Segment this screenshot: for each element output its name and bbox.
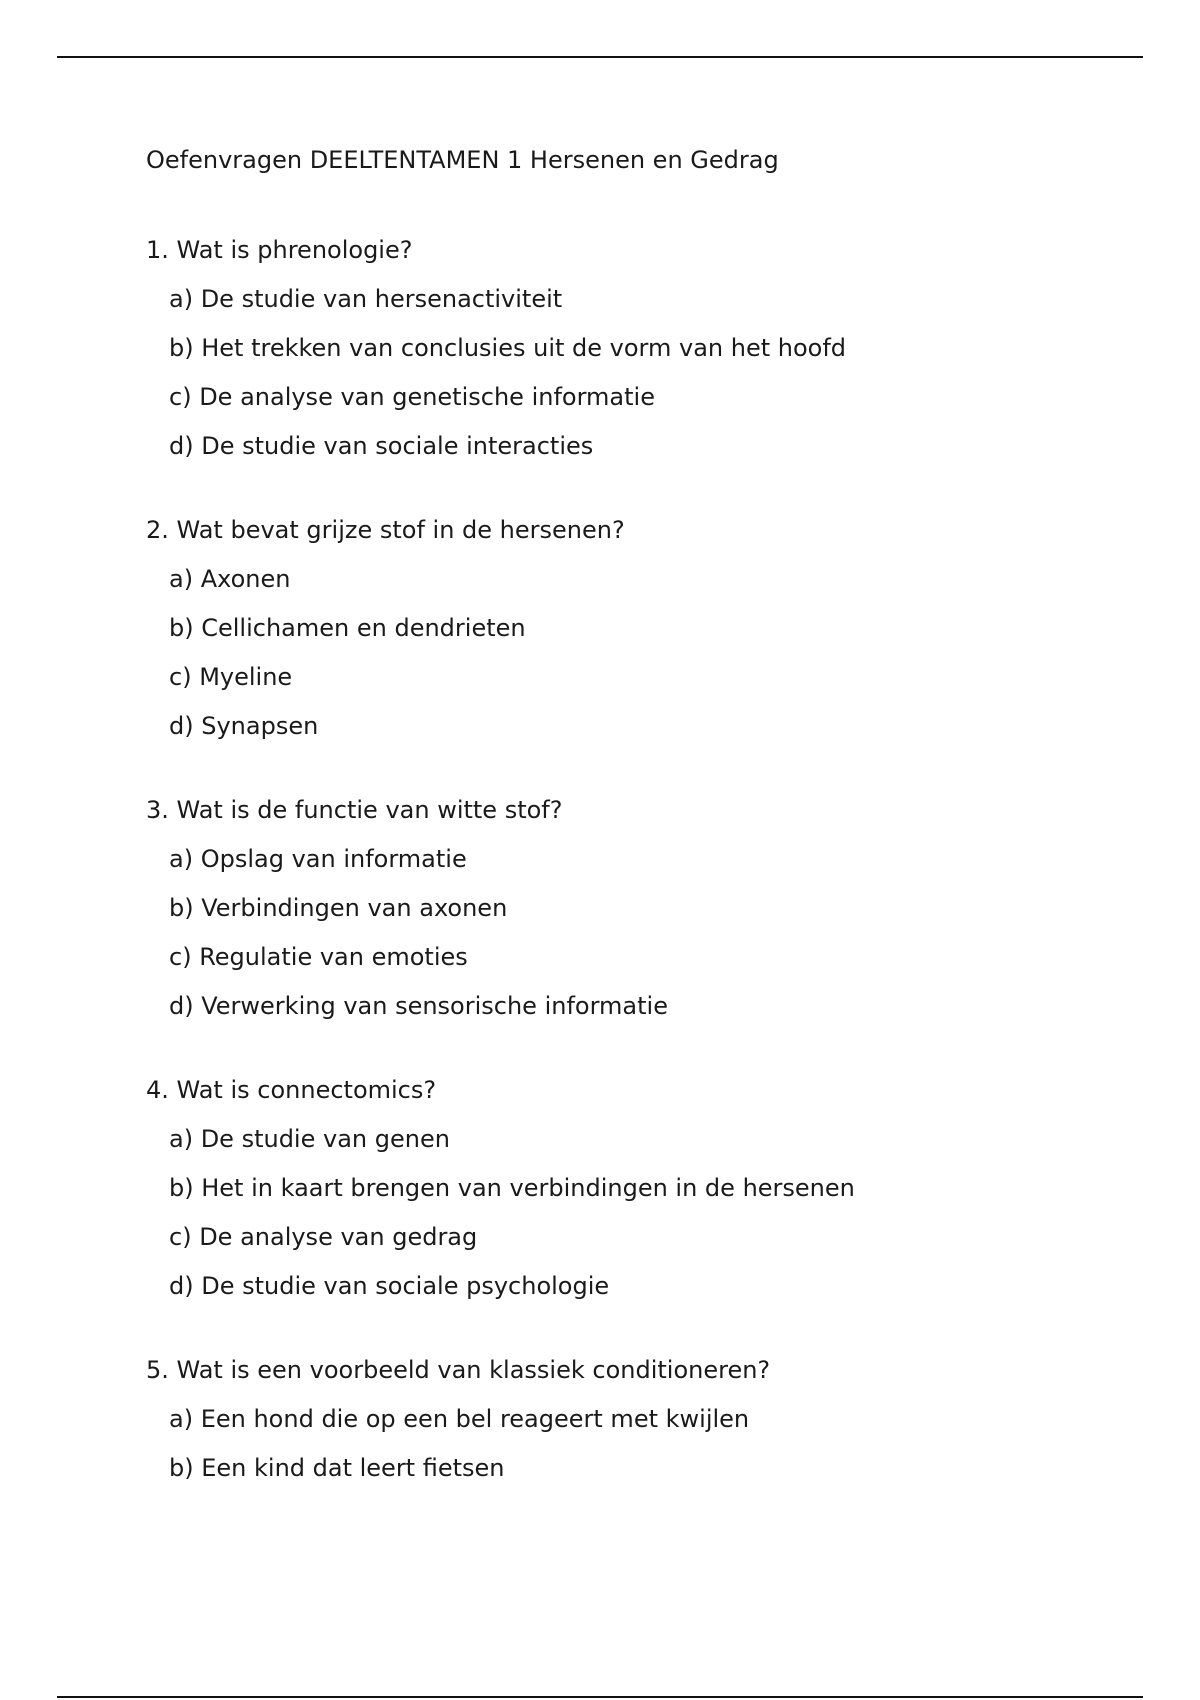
answer-option-b: b) Verbindingen van axonen [169,894,508,922]
answer-options [146,1123,1106,1302]
answer-option-d: d) Synapsen [169,712,319,740]
answer-options [146,843,1106,1022]
top-divider [57,56,1143,58]
answer-option-b: b) Cellichamen en dendrieten [169,614,526,642]
answer-option-b: b) Het in kaart brengen van verbindingen in de hersenen [169,1174,855,1202]
question-text: 2. Wat bevat grijze stof in de hersenen? [146,516,625,544]
question-text: 4. Wat is connectomics? [146,1076,437,1104]
answer-option-a: a) Een hond die op een bel reageert met kwijlen [169,1405,750,1433]
document-body [146,144,1106,1536]
question-5 [146,1354,1106,1484]
answer-option-d: d) De studie van sociale interacties [169,432,594,460]
question-3 [146,794,1106,1022]
answer-option-d: d) De studie van sociale psychologie [169,1272,610,1300]
answer-options [146,283,1106,462]
answer-option-c: c) De analyse van genetische informatie [169,383,655,411]
answer-options [146,1403,1106,1484]
answer-option-b: b) Het trekken van conclusies uit de vorm van het hoofd [169,334,847,362]
question-text: 5. Wat is een voorbeeld van klassiek conditioneren? [146,1356,771,1384]
question-1 [146,234,1106,462]
answer-option-c: c) De analyse van gedrag [169,1223,478,1251]
answer-option-a: a) Axonen [169,565,291,593]
answer-options [146,563,1106,742]
answer-option-a: a) De studie van hersenactiviteit [169,285,563,313]
question-text: 1. Wat is phrenologie? [146,236,413,264]
answer-option-c: c) Regulatie van emoties [169,943,468,971]
answer-option-a: a) De studie van genen [169,1125,450,1153]
question-text: 3. Wat is de functie van witte stof? [146,796,563,824]
document-title: Oefenvragen DEELTENTAMEN 1 Hersenen en Gedrag [146,146,779,174]
answer-option-b: b) Een kind dat leert fietsen [169,1454,505,1482]
bottom-divider [57,1696,1143,1698]
question-2 [146,514,1106,742]
answer-option-d: d) Verwerking van sensorische informatie [169,992,668,1020]
question-4 [146,1074,1106,1302]
answer-option-c: c) Myeline [169,663,293,691]
answer-option-a: a) Opslag van informatie [169,845,467,873]
